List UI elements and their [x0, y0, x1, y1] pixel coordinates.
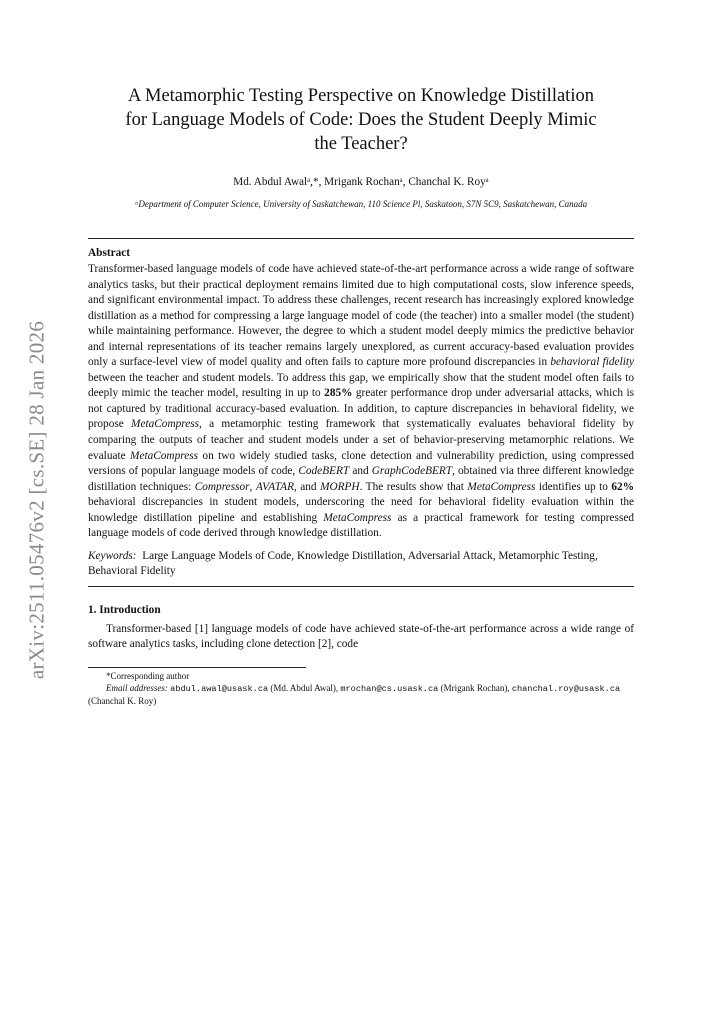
email-link-rochan[interactable]: mrochan@cs.usask.ca — [340, 684, 439, 695]
emphasis-avatar: AVATAR — [255, 480, 294, 493]
paper-page — [88, 84, 634, 707]
emphasis-codebert: CodeBERT — [298, 465, 350, 478]
author-list: Md. Abdul Awalᵃ,*, Mrigank Rochanᵃ, Chanchal K. Royᵃ — [233, 176, 489, 188]
arxiv-identifier: arXiv:2511.05476v2 [cs.SE] 28 Jan 2026 — [24, 320, 49, 680]
abstract-heading: Abstract — [88, 247, 131, 259]
arxiv-sidebar — [22, 300, 52, 700]
emphasis-compressor: Compressor — [194, 480, 250, 493]
title-line-1: A Metamorphic Testing Perspective on Knowledge Distillation — [128, 86, 594, 106]
emphasis-behavioral-fidelity: behavioral fidelity — [550, 356, 634, 369]
emphasis-morph: MORPH — [320, 480, 360, 493]
keywords — [88, 549, 634, 580]
emphasis-metacompress: MetaCompress — [467, 480, 536, 493]
footnotes — [88, 670, 634, 707]
abstract-body: Transformer-based language models of code have achieved state-of-the-art performance across a wide range of software analytics tasks, but their practical deployment remains limited due to high computational costs, slow inference speeds, and significant environmental impact. To address these challenges, recent research has increasingly explored knowledge distillation as a method for compressing a large language model of code (the teacher) into a smaller model (the student) while maintaining performance. However, the degree to which a student model deeply mimics the predictive behavior and internal representations of its teacher remains largely unexplored, as current accuracy-based evaluation provides only a surface-level view of model quality and often fails to capture more profound discrepancies in behavioral fidelity between the teacher and student models. To address this gap, we empirically show that the student model often fails to deeply mimic the teacher model, resulting in up to 285% greater performance drop under adversarial attacks, which is not captured by traditional accuracy-based evaluation. In addition, to capture discrepancies in behavioral fidelity, we propose MetaCompress, a metamorphic testing framework that systematically evaluates behavioral fidelity by comparing the outputs of teacher and student models under a set of behavior-preserving metamorphic relations. We evaluate MetaCompress on two widely studied tasks, clone detection and vulnerability prediction, using compressed versions of popular language models of code, CodeBERT and GraphCodeBERT, obtained via three different knowledge distillation techniques: Compressor, AVATAR, and MORPH. The results show that MetaCompress identifies up to 62% behavioral discrepancies in student models, underscoring the need for behavioral fidelity evaluation within the knowledge distillation pipeline and establishing MetaCompress as a practical framework for testing compressed language models of code derived through knowledge distillation. — [88, 263, 635, 540]
bold-62: 62% — [611, 480, 634, 493]
abstract-top-rule — [88, 238, 634, 239]
title-line-3: the Teacher? — [314, 134, 408, 154]
email-label: Email addresses: — [106, 683, 168, 694]
email-link-roy[interactable]: chanchal.roy@usask.ca — [511, 684, 621, 695]
title-line-2: for Language Models of Code: Does the Student Deeply Mimic — [125, 110, 597, 130]
keywords-text: Large Language Models of Code, Knowledge Distillation, Adversarial Attack, Metamorphic Testing, Behavioral Fidelity — [88, 549, 598, 578]
footnote-corresponding-author: *Corresponding author — [106, 671, 190, 682]
introduction-paragraph: Transformer-based [1] language models of code have achieved state-of-the-art performance across a wide range of software analytics tasks, including clone detection [2], code — [88, 622, 634, 651]
abstract-bottom-rule — [88, 586, 634, 587]
email-link-awal[interactable]: abdul.awal@usask.ca — [170, 684, 269, 695]
bold-285: 285% — [324, 387, 353, 400]
keywords-label: Keywords: — [88, 549, 137, 562]
footnote-email-addresses: Email addresses: abdul.awal@usask.ca (Md. Abdul Awal), mrochan@cs.usask.ca (Mrigank Rochan), chanchal.roy@usask.ca (Chanchal K. Roy) — [88, 683, 621, 707]
emphasis-metacompress: MetaCompress — [323, 511, 392, 524]
emphasis-metacompress: MetaCompress — [131, 418, 200, 431]
footnote-rule — [88, 667, 306, 668]
affiliation: ᵃDepartment of Computer Science, University of Saskatchewan, 110 Science Pl, Saskatoon, S7N 5C9, Saskatchewan, Canada — [134, 199, 588, 209]
emphasis-metacompress: MetaCompress — [130, 449, 199, 462]
emphasis-graphcodebert: GraphCodeBERT — [371, 465, 453, 478]
section-heading-introduction: 1. Introduction — [88, 603, 161, 616]
paper-title — [88, 84, 634, 156]
